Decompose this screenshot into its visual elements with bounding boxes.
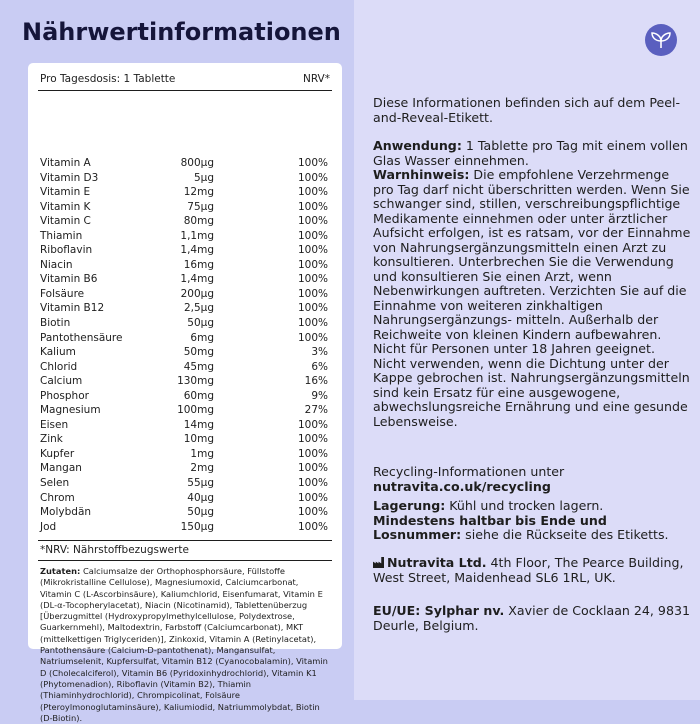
nutrient-nrv: 100% [297, 215, 328, 228]
nutrient-amount: 50mg [183, 346, 214, 359]
nutrient-amount: 45mg [183, 360, 214, 373]
nutrient-nrv: 100% [297, 157, 328, 169]
nutrient-nrv: 100% [297, 273, 328, 286]
warning-section [373, 168, 691, 429]
nutrient-amount: 55µg [187, 477, 214, 490]
recycling-section [373, 465, 691, 494]
ingredients-text: Calciumsalze der Orthophosphorsäure, Füllstoffe (Mikrokristalline Cellulose), Magnesiumoxid, Calciumcarbonat, Vitamin C (L-Ascorbinsäure), Kaliumchlorid, Eisenfumarat, Vitamin E (DL-α-Tocopherylacetat), Niacin (Nicotinamid), Tablettenüberzug [Überzugmittel (Hydroxypropylmethylcellulose, Polydextrose, Guarkernmehl), Maltodextrin, Farbstoff (Calciumcarbonat), MKT (mittelkettigen Triglyceriden)], Zinkoxid, Vitamin A (Retinylacetat), Pantothensäure (Calcium-D-pantothenat), Mangansulfat, Natriumselenit, Kupfersulfat, Vitamin B12 (Cyanocobalamin), Vitamin D (Cholecalciferol), Vitamin B6 (Pyridoxinhydrochlorid), Vitamin K1 (Phytomenadion), Riboflavin (Vitamin B2), Thiamin (Thiaminhydrochlorid), Chrompicolinat, Folsäure (Pteroylmonoglutaminsäure), Kaliumiodid, Natriummolybdat, Biotin (D-Biotin). [40, 566, 328, 723]
ingredients-rule [38, 560, 332, 561]
nutrition-card [28, 63, 342, 723]
nrv-footnote: *NRV: Nährstoffbezugswerte [40, 544, 189, 556]
page-title: Nährwertinformationen [22, 18, 341, 46]
nutrient-nrv: 100% [297, 520, 328, 533]
table-header [40, 73, 330, 91]
nutrient-nrv: 100% [297, 200, 328, 213]
nutrient-amount: 150µg [180, 520, 214, 533]
nutrient-name: Thiamin [40, 229, 83, 242]
eu-address: Xavier de Cocklaan 24, 9831 Deurle, Belgium. [373, 603, 690, 633]
nrv-header: NRV* [302, 73, 330, 85]
header-rule [38, 90, 332, 91]
nutrient-name: Kupfer [40, 447, 75, 460]
plant-leaf-icon [645, 24, 677, 56]
nutrient-nrv: 100% [297, 244, 328, 257]
nutrient-amount: 1mg [190, 447, 214, 460]
nutrient-amount: 200µg [180, 287, 214, 300]
table-row [40, 200, 330, 215]
nutrient-amount: 1,1mg [180, 229, 214, 242]
table-row [40, 374, 330, 389]
nutrient-amount: 75µg [187, 200, 214, 213]
nutrient-name: Selen [40, 477, 70, 490]
nutrient-rows [40, 156, 330, 534]
table-row [40, 403, 330, 418]
storage-section [373, 499, 691, 543]
anwendung-text: 1 Tablette pro Tag mit einem vollen Glas Wasser einnehmen. [373, 138, 688, 168]
nutrient-name: Folsäure [40, 287, 85, 300]
table-row [40, 505, 330, 520]
table-row [40, 316, 330, 331]
dose-label: Pro Tagesdosis: 1 Tablette [40, 73, 176, 85]
nutrient-amount: 5µg [193, 171, 214, 184]
eu-section [373, 604, 691, 633]
table-row [40, 447, 330, 462]
table-row [40, 345, 330, 360]
ingredients-label: Zutaten: [40, 566, 81, 576]
nutrient-name: Vitamin A [40, 157, 91, 169]
nutrient-nrv: 9% [311, 389, 328, 402]
table-row [40, 389, 330, 404]
nutrient-nrv: 100% [297, 433, 328, 446]
manufacturer-address: 4th Floor, The Pearce Building, West Street, Maidenhead SL6 1RL, UK. [373, 555, 684, 585]
nutrient-nrv: 100% [297, 491, 328, 504]
nutrient-name: Vitamin D3 [40, 171, 99, 184]
nutrient-name: Eisen [40, 418, 69, 431]
nutrient-name: Biotin [40, 317, 71, 330]
nutrient-amount: 16mg [183, 258, 214, 271]
nutrient-amount: 12mg [183, 186, 214, 199]
nutrient-nrv: 100% [297, 302, 328, 315]
recycling-link[interactable]: nutravita.co.uk/recycling [373, 478, 551, 494]
nutrient-nrv: 100% [297, 186, 328, 199]
table-row [40, 331, 330, 346]
nutrient-nrv: 3% [311, 346, 328, 359]
nutrient-name: Phosphor [40, 389, 89, 402]
nutrient-name: Mangan [40, 462, 82, 475]
nutrient-nrv: 27% [304, 404, 328, 417]
lagerung-text: Kühl und trocken lagern. [449, 498, 604, 513]
nutrient-name: Pantothensäure [40, 331, 123, 344]
nutrient-name: Calcium [40, 375, 83, 388]
lagerung-label: Lagerung: [373, 498, 446, 513]
anwendung-section [373, 139, 691, 168]
table-row [40, 418, 330, 433]
nutrient-amount: 1,4mg [180, 273, 214, 286]
mhd-label: Mindestens haltbar bis Ende und Losnummer: [373, 512, 607, 542]
table-row [40, 301, 330, 316]
nutrient-name: Vitamin B6 [40, 273, 98, 286]
warning-label: Warnhinweis: [373, 167, 470, 182]
nutrient-amount: 80mg [183, 215, 214, 228]
eu-label: EU/UE: Sylphar nv. [373, 603, 505, 618]
nutrient-nrv: 100% [297, 447, 328, 460]
nutrient-amount: 100mg [177, 404, 214, 417]
table-row [40, 461, 330, 476]
mhd-text: siehe die Rückseite des Etiketts. [465, 527, 669, 542]
table-row [40, 360, 330, 375]
nutrient-nrv: 100% [297, 477, 328, 490]
nutrient-name: Molybdän [40, 506, 92, 519]
nutrient-nrv: 100% [297, 171, 328, 184]
nutrient-amount: 2,5µg [183, 302, 214, 315]
nutrient-nrv: 100% [297, 317, 328, 330]
nutrient-amount: 800µg [180, 157, 214, 169]
table-row [40, 156, 330, 171]
nutrient-nrv: 100% [297, 229, 328, 242]
nutrient-nrv: 100% [297, 462, 328, 475]
nutrient-amount: 1,4mg [180, 244, 214, 257]
table-row [40, 287, 330, 302]
table-row [40, 491, 330, 506]
table-row [40, 258, 330, 273]
table-row [40, 520, 330, 535]
nutrient-name: Vitamin E [40, 186, 91, 199]
nutrient-name: Niacin [40, 258, 73, 271]
manufacturer-name: Nutravita Ltd. [387, 555, 487, 570]
nutrient-amount: 10mg [183, 433, 214, 446]
nutrient-name: Zink [40, 433, 63, 446]
table-row [40, 185, 330, 200]
table-row [40, 229, 330, 244]
ingredients [40, 566, 332, 724]
nutrient-name: Vitamin B12 [40, 302, 105, 315]
anwendung-label: Anwendung: [373, 138, 462, 153]
table-end-rule [38, 540, 332, 541]
nutrient-name: Chrom [40, 491, 75, 504]
nutrient-name: Chlorid [40, 360, 78, 373]
nutrient-amount: 2mg [190, 462, 214, 475]
nutrient-name: Vitamin K [40, 200, 91, 213]
nutrient-amount: 14mg [183, 418, 214, 431]
nutrient-amount: 60mg [183, 389, 214, 402]
nutrient-amount: 6mg [190, 331, 214, 344]
table-row [40, 243, 330, 258]
nutrient-nrv: 100% [297, 258, 328, 271]
nutrient-amount: 50µg [187, 506, 214, 519]
nutrient-nrv: 100% [297, 418, 328, 431]
nutrient-nrv: 16% [304, 375, 328, 388]
nutrient-nrv: 100% [297, 287, 328, 300]
warning-text: Die empfohlene Verzehrmenge pro Tag darf nicht überschritten werden. Wenn Sie schwanger sind, stillen, verschreibungspflichtige Medikamente einnehmen oder unter ärztlicher Aufsicht erfolgen, ist es ratsam, vor der Einnahme von Nahrungsergänzungsmitteln einen Arzt zu konsultieren. Unterbrechen Sie die Verwendung und konsultieren Sie einen Arzt, wenn Nebenwirkungen auftreten. Verzichten Sie auf die Einnahme von weiteren zinkhaltigen Nahrungsergänzungs- mitteln. Außerhalb der Reichweite von kleinen Kindern aufbewahren. Nicht für Personen unter 18 Jahren geeignet. Nicht verwenden, wenn die Dichtung unter der Kappe gebrochen ist. Nahrungsergänzungsmitteln sind kein Ersatz für eine ausgewogene, abwechslungsreiche Ernährung und eine gesunde Lebensweise. [373, 167, 691, 429]
nutrient-nrv: 100% [297, 331, 328, 344]
nutrient-amount: 130mg [177, 375, 214, 388]
table-row [40, 476, 330, 491]
factory-icon [373, 557, 384, 568]
nutrient-name: Riboflavin [40, 244, 93, 257]
nutrient-name: Jod [40, 520, 57, 533]
table-row [40, 272, 330, 287]
intro-text: Diese Informationen befinden sich auf dem Peel-and-Reveal-Etikett. [373, 95, 681, 125]
nutrient-nrv: 6% [311, 360, 328, 373]
nutrient-name: Kalium [40, 346, 76, 359]
nutrient-name: Vitamin C [40, 215, 91, 228]
nutrient-name: Magnesium [40, 404, 101, 417]
nutrient-amount: 50µg [187, 317, 214, 330]
table-row [40, 171, 330, 186]
nutrient-amount: 40µg [187, 491, 214, 504]
table-row [40, 432, 330, 447]
manufacturer-section [373, 556, 691, 585]
recycling-text: Recycling-Informationen unter [373, 464, 565, 479]
nutrient-nrv: 100% [297, 506, 328, 519]
table-row [40, 214, 330, 229]
